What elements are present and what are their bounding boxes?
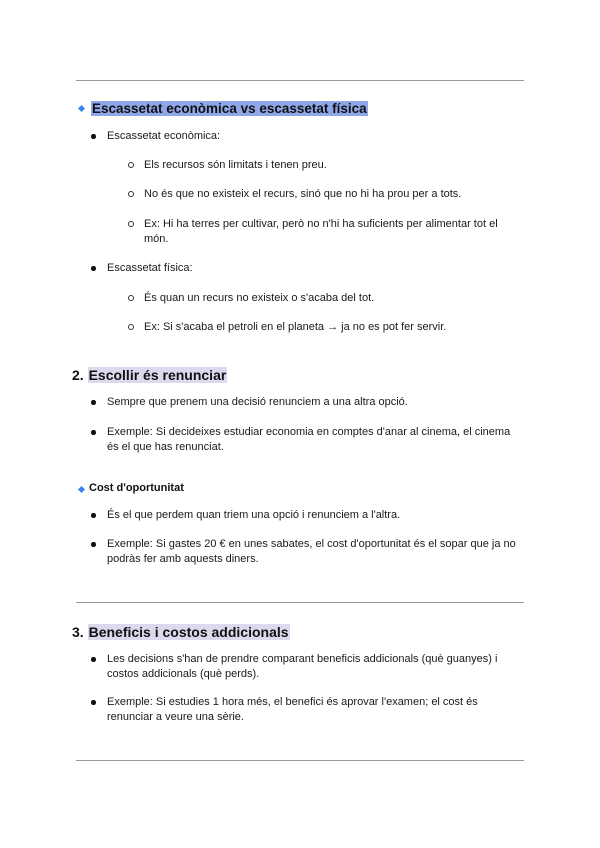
list-item-continuation: és el que has renunciat. [107,441,224,453]
horizontal-rule [76,80,524,81]
section-heading-choose [72,366,227,384]
diamond-bullet-icon [78,105,85,112]
section-number: 2. [72,367,84,383]
bullet-ring-icon [128,191,134,197]
sub-list-item: Ex: Hi ha terres per cultivar, però no n'hi ha suficients per alimentar tot el [144,218,498,230]
bullet-dot-icon [91,266,96,271]
sub-list-item: Els recursos són limitats i tenen preu. [144,159,327,171]
list-item-continuation: renunciar a veure una sèrie. [107,711,244,723]
heading-text: Escollir és renunciar [88,367,227,383]
list-item-economic: Escassetat econòmica: [107,130,221,142]
list-item: Exemple: Si decideixes estudiar economia en comptes d'anar al cinema, el cinema [107,426,511,438]
bullet-ring-icon [128,295,134,301]
horizontal-rule [76,760,524,761]
list-item-continuation: costos addicionals (què perds). [107,668,260,680]
list-item: Exemple: Si estudies 1 hora més, el benefici és aprovar l'examen; el cost és [107,696,478,708]
sub-list-item-continuation: món. [144,233,169,245]
bullet-dot-icon [91,400,96,405]
section-heading-benefits [72,623,290,641]
bullet-dot-icon [91,542,96,547]
diamond-bullet-icon [78,486,85,493]
horizontal-rule [76,602,524,603]
bullet-dot-icon [91,657,96,662]
sub-list-item: És quan un recurs no existeix o s'acaba del tot. [144,292,375,304]
bullet-ring-icon [128,221,134,227]
list-item: Exemple: Si gastes 20 € en unes sabates, el cost d'oportunitat és el sopar que ja no [107,538,516,550]
list-item: És el que perdem quan triem una opció i renunciem a l'altra. [107,509,401,521]
section-number: 3. [72,624,84,640]
section-heading-scarcity [91,100,368,117]
bullet-ring-icon [128,162,134,168]
bullet-ring-icon [128,324,134,330]
list-item-continuation: podràs fer amb aquests diners. [107,553,259,565]
list-item: Sempre que prenem una decisió renunciem a una altra opció. [107,396,408,408]
bullet-dot-icon [91,513,96,518]
heading-text: Beneficis i costos addicionals [88,624,289,640]
sub-list-item: No és que no existeix el recurs, sinó que no hi ha prou per a tots. [144,188,462,200]
heading-text: Escassetat econòmica vs escassetat física [92,101,367,116]
bullet-dot-icon [91,700,96,705]
bullet-dot-icon [91,134,96,139]
sub-list-item: Ex: Si s'acaba el petroli en el planeta → ja no es pot fer servir. [144,321,447,333]
list-item: Les decisions s'han de prendre comparant beneficis addicionals (què guanyes) i [107,653,498,665]
bullet-dot-icon [91,430,96,435]
list-item-physical: Escassetat física: [107,262,193,274]
subsection-heading-opportunity: Cost d'oportunitat [89,482,184,494]
